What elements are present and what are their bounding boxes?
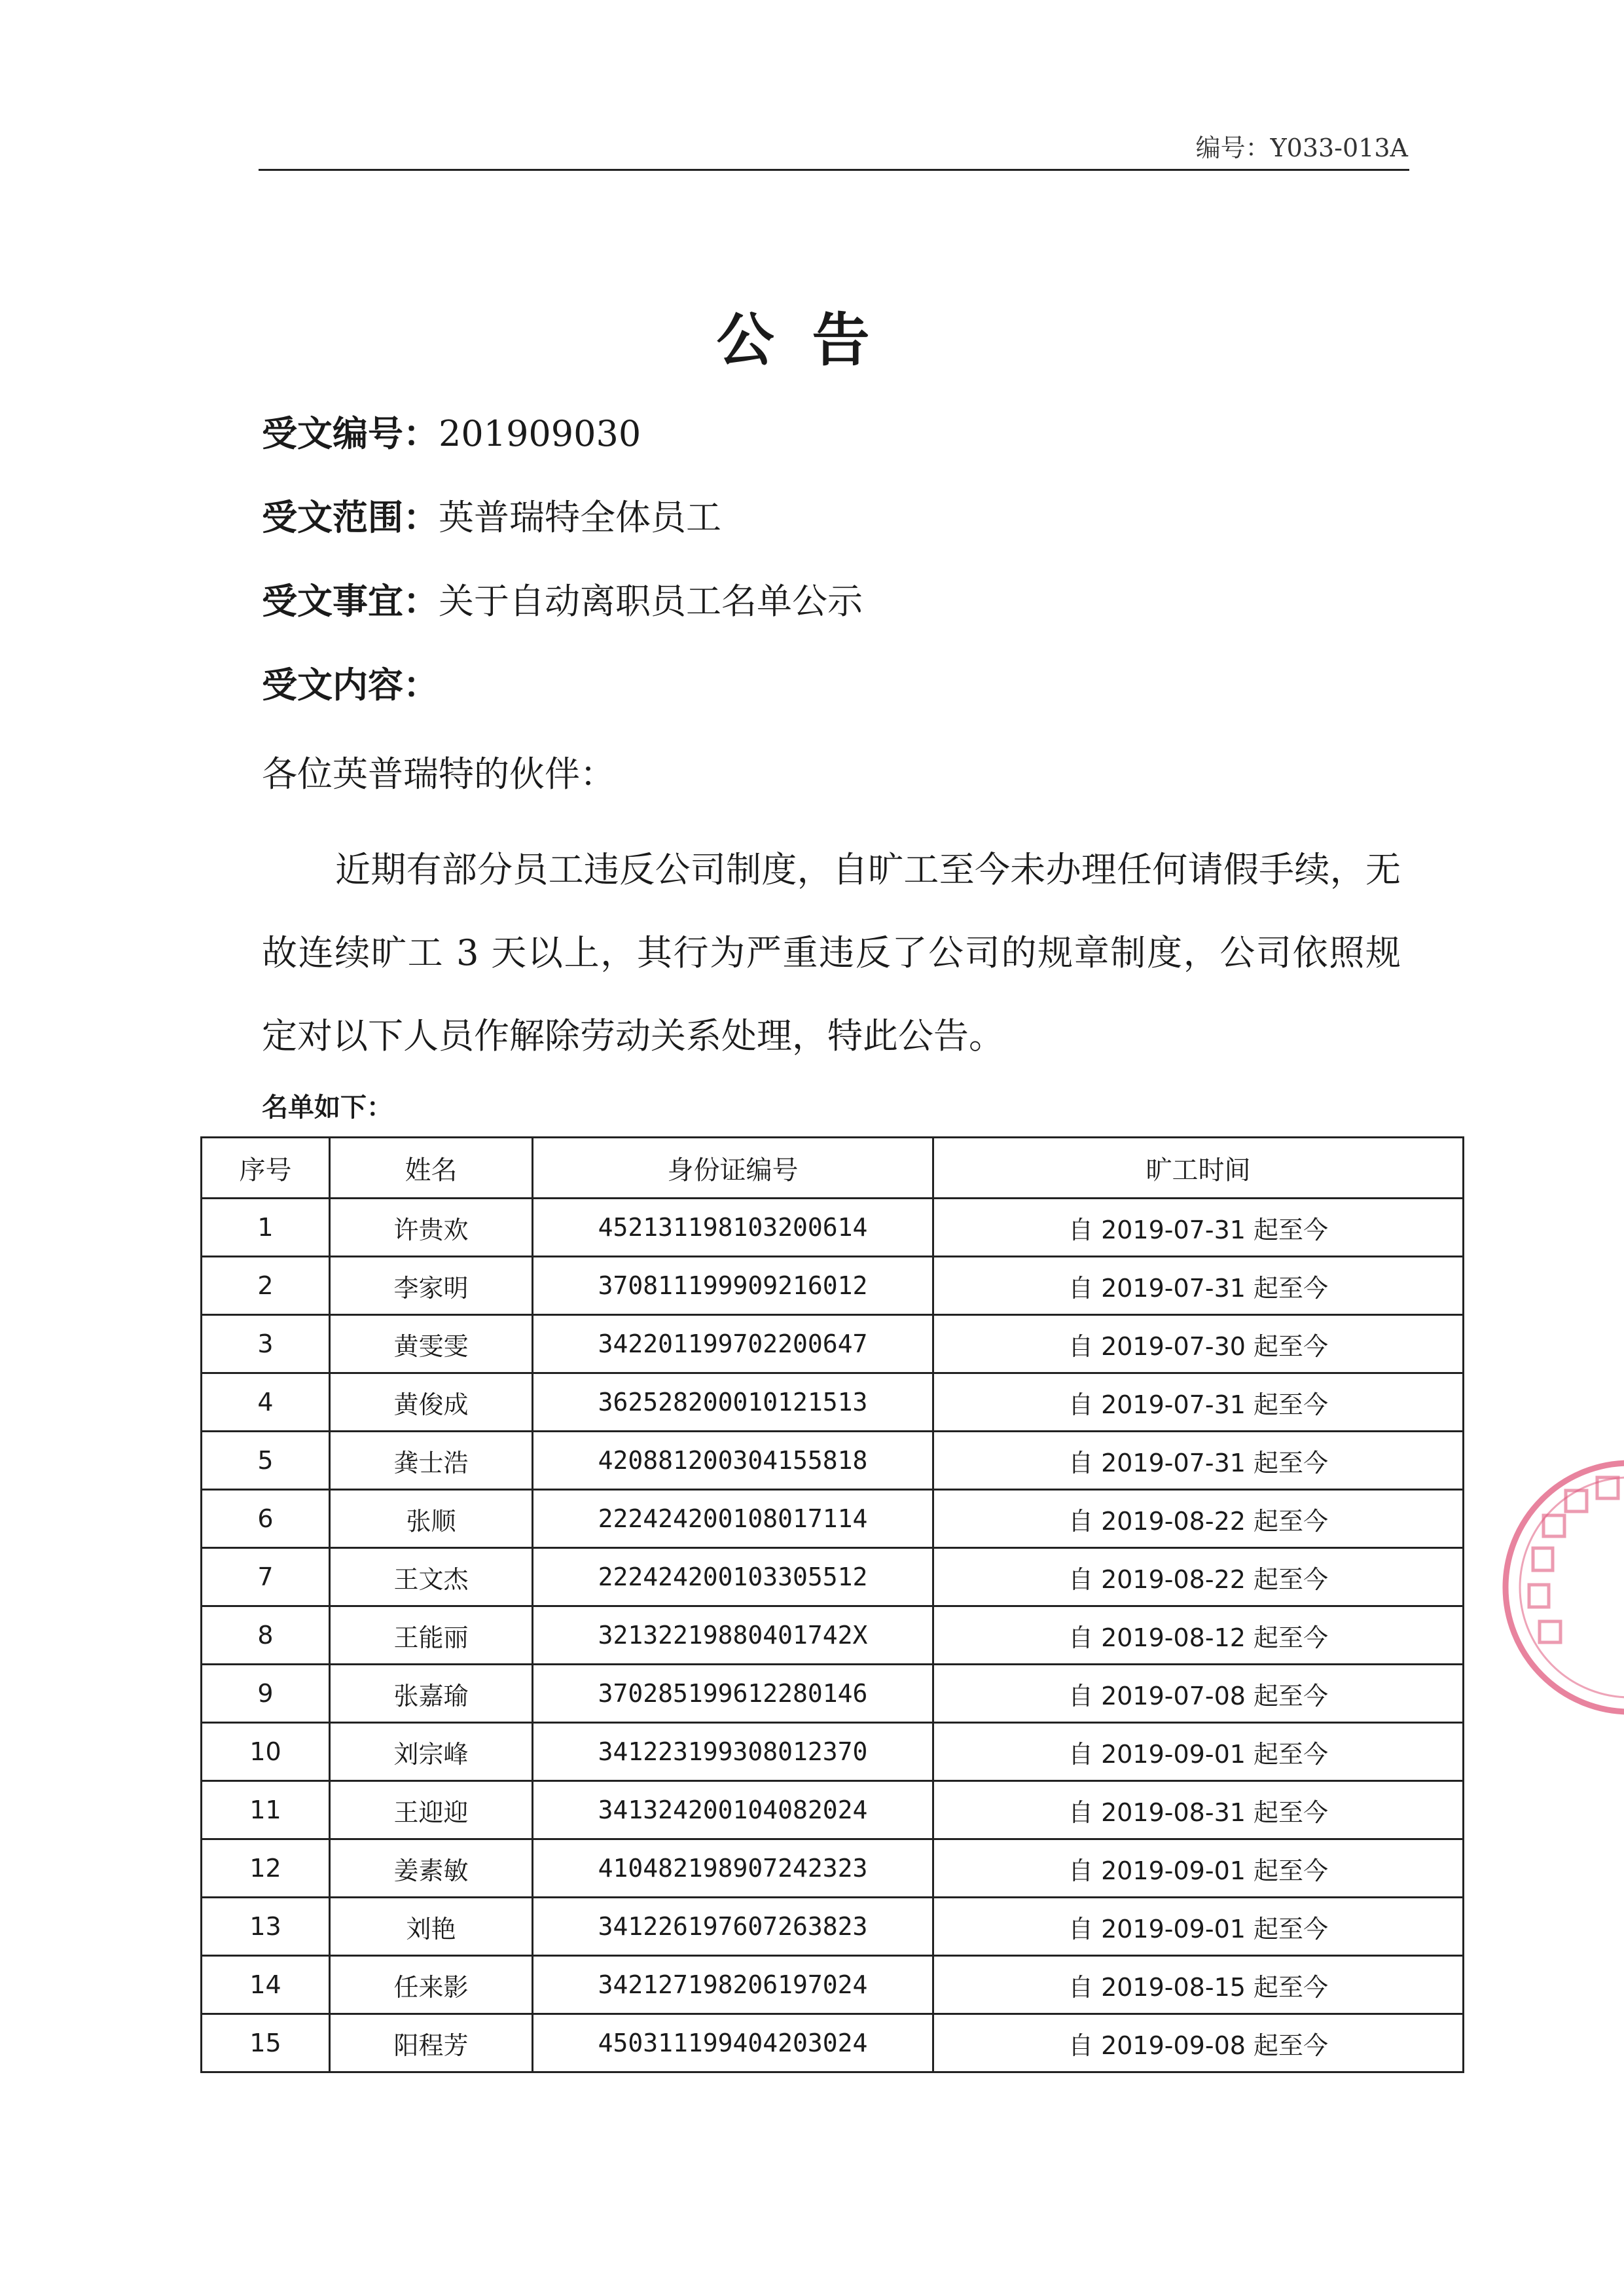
row-seq: 6 <box>202 1490 330 1548</box>
row-id-number: 452131198103200614 <box>533 1199 933 1257</box>
field-content <box>262 657 439 708</box>
row-id-number: 342127198206197024 <box>533 1956 933 2014</box>
table-row <box>202 1781 1464 1839</box>
row-id-number: 342201199702200647 <box>533 1315 933 1373</box>
row-id-number: 450311199404203024 <box>533 2014 933 2072</box>
row-absence-time: 自 2019-07-31 起至今 <box>933 1373 1464 1432</box>
list-label: 名单如下： <box>262 1093 393 1123</box>
row-seq: 1 <box>202 1199 330 1257</box>
row-absence-time: 自 2019-07-08 起至今 <box>933 1665 1464 1723</box>
greeting: 各位英普瑞特的伙伴： <box>262 753 615 795</box>
row-seq: 7 <box>202 1548 330 1606</box>
row-name: 张顺 <box>330 1490 533 1548</box>
row-seq: 8 <box>202 1606 330 1665</box>
row-id-number: 370285199612280146 <box>533 1665 933 1723</box>
field-subject-label: 受文事宜： <box>262 581 439 622</box>
company-seal <box>1492 1450 1624 1725</box>
table-row <box>202 1839 1464 1898</box>
row-id-number: 341223199308012370 <box>533 1723 933 1781</box>
table-row <box>202 1665 1464 1723</box>
table-row <box>202 1548 1464 1606</box>
row-absence-time: 自 2019-09-01 起至今 <box>933 1723 1464 1781</box>
table-row <box>202 1315 1464 1373</box>
row-id-number: 370811199909216012 <box>533 1257 933 1315</box>
field-scope-label: 受文范围： <box>262 497 439 538</box>
row-id-number: 341324200104082024 <box>533 1781 933 1839</box>
table-row <box>202 1373 1464 1432</box>
table-body <box>202 1199 1464 2072</box>
row-id-number: 341226197607263823 <box>533 1898 933 1956</box>
row-absence-time: 自 2019-08-31 起至今 <box>933 1781 1464 1839</box>
field-subject <box>262 573 863 624</box>
row-name: 李家明 <box>330 1257 533 1315</box>
table-row <box>202 1606 1464 1665</box>
row-id-number: 410482198907242323 <box>533 1839 933 1898</box>
table-row <box>202 1490 1464 1548</box>
row-absence-time: 自 2019-07-31 起至今 <box>933 1432 1464 1490</box>
row-seq: 9 <box>202 1665 330 1723</box>
page-title: 公告 <box>716 306 908 374</box>
row-id-number: 222424200103305512 <box>533 1548 933 1606</box>
row-name: 王文杰 <box>330 1548 533 1606</box>
row-name: 张嘉瑜 <box>330 1665 533 1723</box>
table-row <box>202 2014 1464 2072</box>
row-absence-time: 自 2019-09-08 起至今 <box>933 2014 1464 2072</box>
table-row <box>202 1432 1464 1490</box>
row-absence-time: 自 2019-07-31 起至今 <box>933 1257 1464 1315</box>
row-absence-time: 自 2019-09-01 起至今 <box>933 1839 1464 1898</box>
field-number-label: 受文编号： <box>262 413 439 454</box>
row-name: 黄俊成 <box>330 1373 533 1432</box>
field-subject-value: 关于自动离职员工名单公示 <box>439 581 863 622</box>
employee-table <box>200 1136 1464 2073</box>
row-seq: 2 <box>202 1257 330 1315</box>
row-name: 王能丽 <box>330 1606 533 1665</box>
row-name: 阳程芳 <box>330 2014 533 2072</box>
header-seq: 序号 <box>202 1138 330 1199</box>
row-name: 王迎迎 <box>330 1781 533 1839</box>
field-number-value: 201909030 <box>439 413 641 454</box>
row-name: 姜素敏 <box>330 1839 533 1898</box>
row-seq: 14 <box>202 1956 330 2014</box>
header-absence-time: 旷工时间 <box>933 1138 1464 1199</box>
row-absence-time: 自 2019-07-30 起至今 <box>933 1315 1464 1373</box>
table-row <box>202 1723 1464 1781</box>
row-seq: 4 <box>202 1373 330 1432</box>
field-content-label: 受文内容： <box>262 664 439 706</box>
header-id-number: 身份证编号 <box>533 1138 933 1199</box>
row-absence-time: 自 2019-09-01 起至今 <box>933 1898 1464 1956</box>
table-header-row <box>202 1138 1464 1199</box>
row-name: 龚士浩 <box>330 1432 533 1490</box>
row-seq: 11 <box>202 1781 330 1839</box>
row-absence-time: 自 2019-08-22 起至今 <box>933 1548 1464 1606</box>
row-id-number: 362528200010121513 <box>533 1373 933 1432</box>
row-seq: 10 <box>202 1723 330 1781</box>
row-id-number: 222424200108017114 <box>533 1490 933 1548</box>
document-number: 编号：Y033-013A <box>1195 134 1408 162</box>
body-paragraph: 近期有部分员工违反公司制度，自旷工至今未办理任何请假手续，无故连续旷工 3 天以上，其行为严重违反了公司的规章制度，公司依照规定对以下人员作解除劳动关系处理，特此公告。 <box>262 849 1401 1057</box>
field-number <box>262 406 641 456</box>
row-name: 任来影 <box>330 1956 533 2014</box>
header-name: 姓名 <box>330 1138 533 1199</box>
row-id-number: 420881200304155818 <box>533 1432 933 1490</box>
table-row <box>202 1956 1464 2014</box>
row-seq: 5 <box>202 1432 330 1490</box>
row-absence-time: 自 2019-07-31 起至今 <box>933 1199 1464 1257</box>
row-seq: 15 <box>202 2014 330 2072</box>
row-name: 刘艳 <box>330 1898 533 1956</box>
header-divider <box>259 169 1409 171</box>
row-absence-time: 自 2019-08-12 起至今 <box>933 1606 1464 1665</box>
row-seq: 3 <box>202 1315 330 1373</box>
row-name: 许贵欢 <box>330 1199 533 1257</box>
row-seq: 13 <box>202 1898 330 1956</box>
field-scope-value: 英普瑞特全体员工 <box>439 497 721 538</box>
row-name: 黄雯雯 <box>330 1315 533 1373</box>
row-seq: 12 <box>202 1839 330 1898</box>
row-absence-time: 自 2019-08-22 起至今 <box>933 1490 1464 1548</box>
row-name: 刘宗峰 <box>330 1723 533 1781</box>
row-id-number: 32132219880401742X <box>533 1606 933 1665</box>
row-absence-time: 自 2019-08-15 起至今 <box>933 1956 1464 2014</box>
table-row <box>202 1257 1464 1315</box>
field-scope <box>262 490 721 540</box>
table-row <box>202 1199 1464 1257</box>
table-row <box>202 1898 1464 1956</box>
